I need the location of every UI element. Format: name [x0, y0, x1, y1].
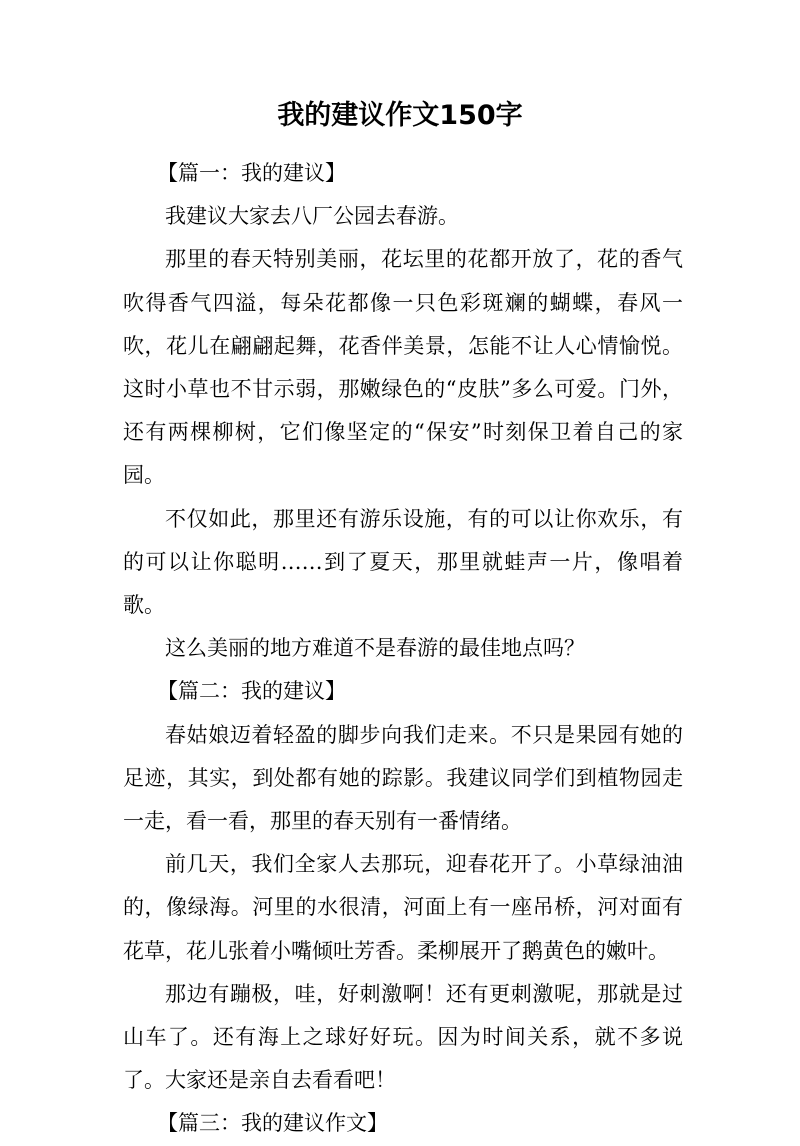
paragraph: 这么美丽的地方难道不是春游的最佳地点吗？ — [165, 636, 585, 661]
section-heading-2: 【篇二：我的建议】 — [157, 679, 346, 704]
section-heading-3: 【篇三：我的建议作文】 — [157, 1111, 388, 1136]
paragraph: 那边有蹦极，哇，好刺激啊！还有更刺激呢，那就是过山车了。还有海上之球好好玩。因为时间关系，就不多说了。大家还是亲自去看看吧！ — [123, 981, 683, 1093]
paragraph: 不仅如此，那里还有游乐设施，有的可以让你欢乐，有的可以让你聪明……到了夏天，那里就蛙声一片，像唱着歌。 — [123, 506, 683, 618]
paragraph: 那里的春天特别美丽，花坛里的花都开放了，花的香气吹得香气四溢，每朵花都像一只色彩斑斓的蝴蝶，春风一吹，花儿在翩翩起舞，花香伴美景，怎能不让人心情愉悦。这时小草也不甘示弱，那嫩绿色的“皮肤”多么可爱。门外，还有两棵柳树，它们像坚定的“保安”时刻保卫着自己的家园。 — [123, 247, 683, 488]
paragraph: 春姑娘迈着轻盈的脚步向我们走来。不只是果园有她的足迹，其实，到处都有她的踪影。我建议同学们到植物园走一走，看一看，那里的春天别有一番情绪。 — [123, 722, 683, 834]
section-heading-1: 【篇一：我的建议】 — [157, 161, 346, 185]
document-title: 我的建议作文150字 — [277, 100, 523, 131]
paragraph: 我建议大家去八厂公园去春游。 — [165, 204, 459, 229]
document-body — [123, 152, 683, 1146]
paragraph: 前几天，我们全家人去那玩，迎春花开了。小草绿油油的，像绿海。河里的水很清，河面上有一座吊桥，河对面有花草，花儿张着小嘴倾吐芳香。柔柳展开了鹅黄色的嫩叶。 — [123, 852, 683, 963]
